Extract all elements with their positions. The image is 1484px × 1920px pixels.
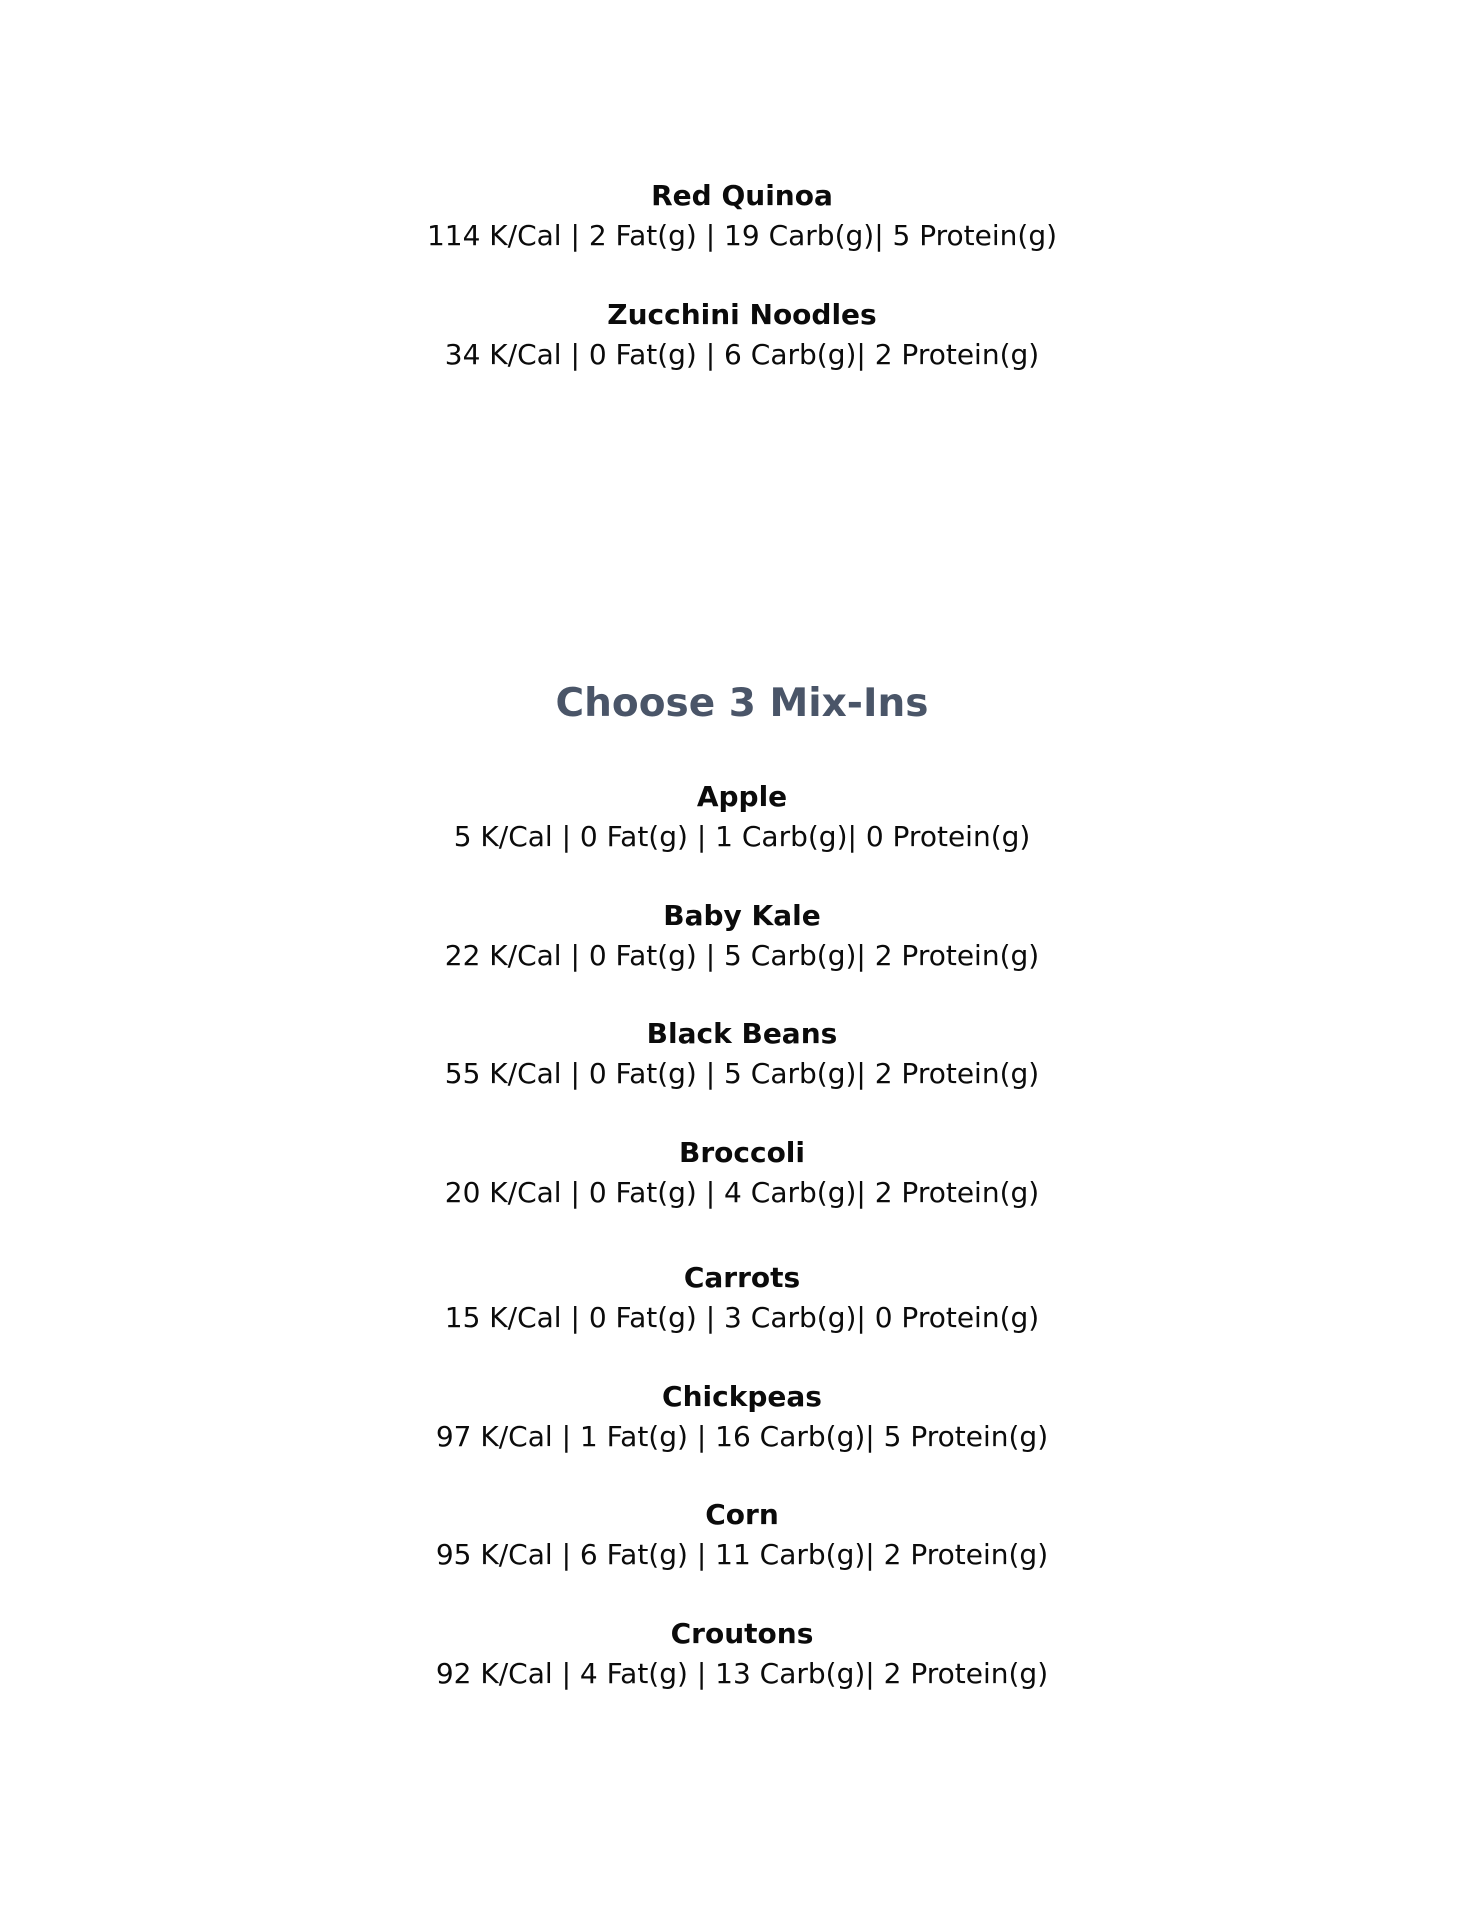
item-name: Croutons xyxy=(670,1617,814,1650)
item-nutrition: 95 K/Cal | 6 Fat(g) | 11 Carb(g)| 2 Protein(g) xyxy=(435,1538,1049,1571)
item-nutrition: 5 K/Cal | 0 Fat(g) | 1 Carb(g)| 0 Protein(g) xyxy=(453,820,1031,853)
item-name: Baby Kale xyxy=(663,899,821,932)
mixin-item-croutons xyxy=(0,1614,1484,1694)
item-nutrition: 55 K/Cal | 0 Fat(g) | 5 Carb(g)| 2 Protein(g) xyxy=(444,1057,1040,1090)
mixin-item-broccoli xyxy=(0,1133,1484,1213)
item-nutrition: 92 K/Cal | 4 Fat(g) | 13 Carb(g)| 2 Protein(g) xyxy=(435,1657,1049,1690)
item-nutrition: 15 K/Cal | 0 Fat(g) | 3 Carb(g)| 0 Protein(g) xyxy=(444,1301,1040,1334)
item-name: Red Quinoa xyxy=(651,179,833,212)
item-name: Apple xyxy=(696,780,788,813)
item-name: Corn xyxy=(705,1498,779,1531)
mixin-item-corn xyxy=(0,1495,1484,1575)
section-title-mix-ins: Choose 3 Mix-Ins xyxy=(555,681,929,726)
item-nutrition: 22 K/Cal | 0 Fat(g) | 5 Carb(g)| 2 Protein(g) xyxy=(444,939,1040,972)
item-name: Zucchini Noodles xyxy=(607,298,877,331)
item-nutrition: 97 K/Cal | 1 Fat(g) | 16 Carb(g)| 5 Protein(g) xyxy=(435,1420,1049,1453)
item-name: Chickpeas xyxy=(662,1380,822,1413)
item-name: Broccoli xyxy=(678,1136,805,1169)
base-item-red-quinoa xyxy=(0,176,1484,256)
mixin-item-baby-kale xyxy=(0,896,1484,976)
item-name: Black Beans xyxy=(646,1017,838,1050)
item-nutrition: 114 K/Cal | 2 Fat(g) | 19 Carb(g)| 5 Protein(g) xyxy=(426,219,1058,252)
item-name: Carrots xyxy=(683,1261,801,1294)
mixin-item-apple xyxy=(0,777,1484,857)
mixin-item-chickpeas xyxy=(0,1377,1484,1457)
item-nutrition: 34 K/Cal | 0 Fat(g) | 6 Carb(g)| 2 Protein(g) xyxy=(444,338,1040,371)
item-nutrition: 20 K/Cal | 0 Fat(g) | 4 Carb(g)| 2 Protein(g) xyxy=(444,1176,1040,1209)
base-item-zucchini-noodles xyxy=(0,295,1484,375)
mixin-item-black-beans xyxy=(0,1014,1484,1094)
mixin-item-carrots xyxy=(0,1258,1484,1338)
